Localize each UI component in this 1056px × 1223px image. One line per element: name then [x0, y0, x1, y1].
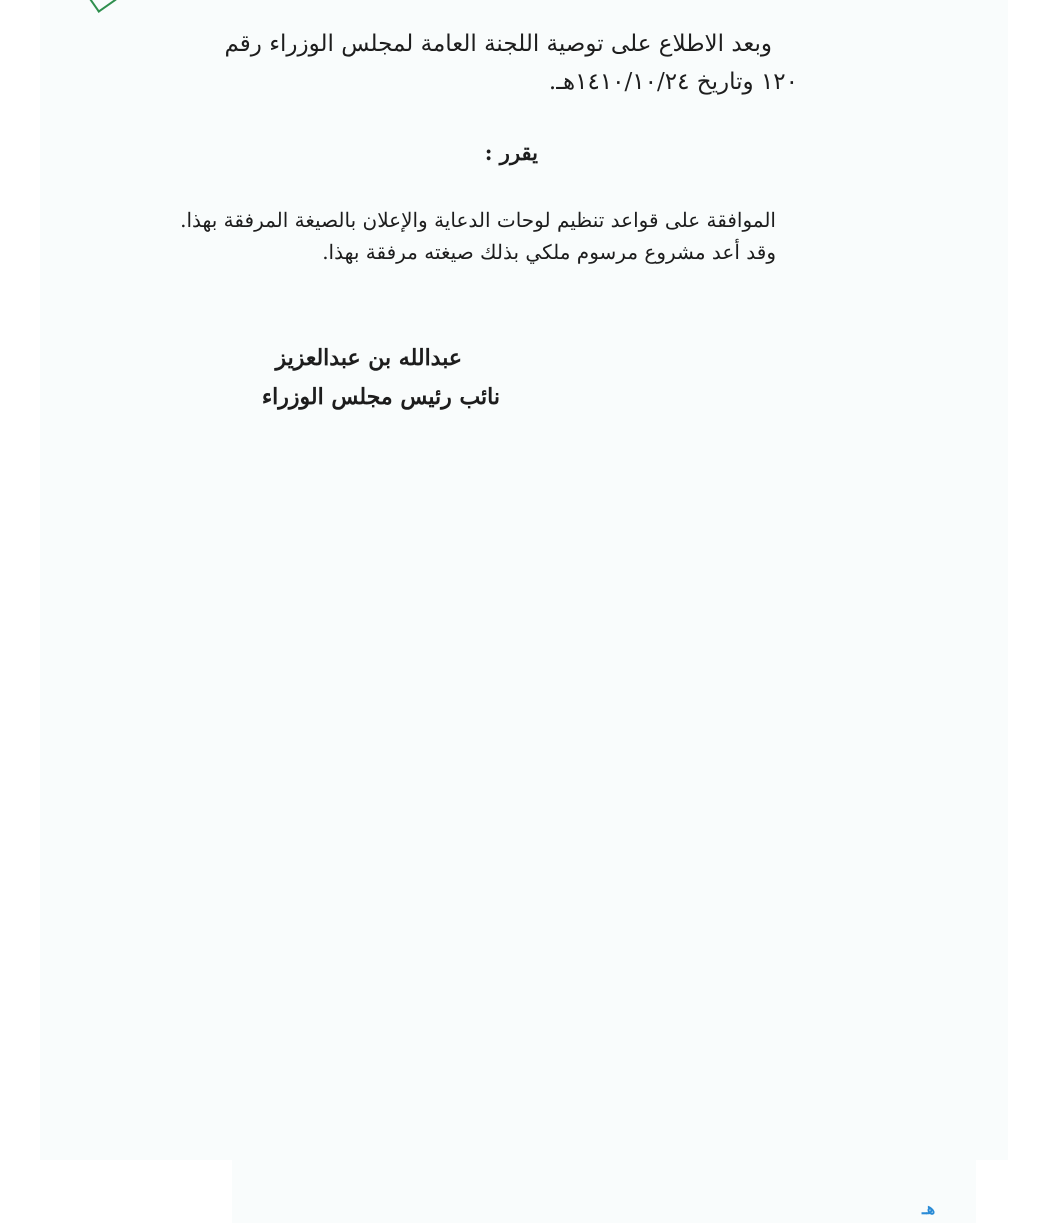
preamble-line-1: وبعد الاطلاع على توصية اللجنة العامة لمجلس الوزراء رقم — [224, 31, 772, 57]
signatory-title: نائب رئيس مجلس الوزراء — [261, 384, 500, 410]
footer-mark: هـ — [922, 1199, 936, 1218]
decision-line-1: الموافقة على قواعد تنظيم لوحات الدعاية والإعلان بالصيغة المرفقة بهذا. — [180, 208, 776, 232]
decision-heading: يقرر : — [484, 140, 538, 165]
decision-line-2: وقد أعد مشروع مرسوم ملكي بذلك صيغته مرفقة بهذا. — [322, 240, 776, 264]
page-sheet-bottom — [232, 1160, 976, 1223]
page-sheet — [40, 0, 1008, 1160]
signatory-name: عبدالله بن عبدالعزيز — [275, 345, 462, 371]
preamble-line-2: ١٢٠ وتاريخ ١٤١٠/١٠/٢٤هـ. — [548, 69, 798, 95]
